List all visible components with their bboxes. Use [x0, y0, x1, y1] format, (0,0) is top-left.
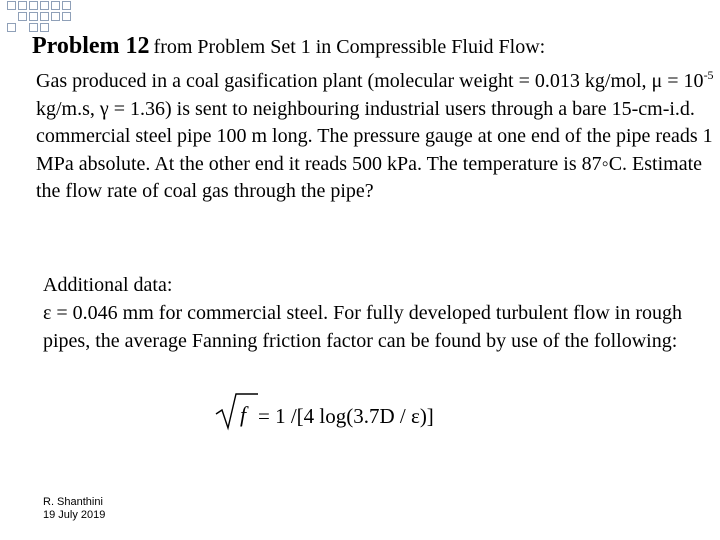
slide-title [32, 33, 545, 60]
square-root-sign [216, 394, 258, 428]
formula-radicand: f [240, 402, 247, 427]
title-problem-number: Problem 12 [32, 33, 150, 59]
formula-rhs: = 1 /[4 log(3.7D / ε)] [258, 404, 434, 428]
problem-statement [36, 68, 716, 206]
additional-data [43, 271, 703, 355]
problem-text-part2: kg/m.s, γ = 1.36) is sent to neighbouring industrial users through a bare 15-cm-i.d. commercial steel pipe 100 m long. The pressure gauge at one end of the pipe reads 1 MPa absolute. At the other end it reads 500 kPa. The temperature is 87◦C. Estimate the flow rate of coal gas through the pipe? [36, 97, 713, 202]
additional-data-heading: Additional data: [43, 274, 173, 296]
additional-data-body: ε = 0.046 mm for commercial steel. For fully developed turbulent flow in rough pipes, the average Fanning friction factor can be found by use of the following: [43, 302, 682, 352]
footer [43, 496, 105, 522]
fanning-friction-formula [214, 392, 474, 432]
viscosity-exponent: -5 [703, 68, 714, 82]
title-subtitle: from Problem Set 1 in Compressible Fluid Flow: [153, 36, 546, 58]
problem-text-part1: Gas produced in a coal gasification plant (molecular weight = 0.013 kg/mol, μ = 10 [36, 70, 704, 92]
footer-date: 19 July 2019 [43, 509, 106, 521]
footer-author: R. Shanthini [43, 496, 103, 508]
